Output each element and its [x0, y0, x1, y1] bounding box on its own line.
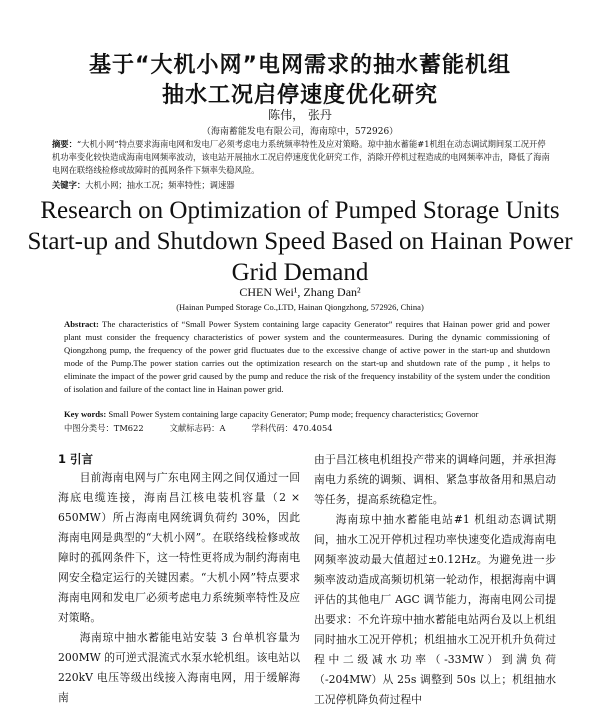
- body-paragraph: 海南琼中抽水蓄能电站#1 机组动态调试期间，抽水工况开停机过程功率快速变化造成海南电网频率波动最大值超过±0.12Hz。为避免进一步频率波动造成高频切机第一轮动作，根据海南中调评估的其他电厂 AGC 调节能力，海南电网公司提出要求：不允许琼中抽水蓄能电站两台及以上机组同时抽水工况开停机；机组抽水工况开机升负荷过程中二级减水功率（-33MW）到满负荷（-204MW）从 25s 调整到 50s 以上；机组抽水工况停机降负荷过程中: [314, 513, 556, 706]
- subject-code: 学科代码：470.4054: [251, 423, 333, 433]
- english-title-line-2: Start-up and Shutdown Speed Based on Hainan Power: [27, 228, 573, 255]
- body-paragraph: 目前海南电网与广东电网主网之间仅通过一回海底电缆连接，海南昌江核电装机容量（2 × 650MW）所占海南电网统调负荷约 30%，因此海南电网是典型的“大机小网”。在联络线检修或故障时的孤网条件下，这一特性更将成为制约海南电网安全稳定运行的关键因素。“大机小网”特点要求海南电网和发电厂必须考虑电力系统频率特性及应对策略。: [58, 471, 300, 624]
- body-left-column: [58, 450, 300, 708]
- chinese-affiliation: （海南蓄能发电有限公司，海南琼中，572926）: [201, 127, 399, 137]
- english-title-line-1: Research on Optimization of Pumped Storage Units: [40, 197, 560, 224]
- classification-line: [64, 422, 550, 435]
- english-abstract: [64, 318, 550, 396]
- body-paragraph: 海南琼中抽水蓄能电站安装 3 台单机容量为 200MW 的可逆式混流式水泵水轮机组。该电站以 220kV 电压等级出线接入海南电网，用于缓解海南: [58, 631, 300, 704]
- english-abstract-label: Abstract:: [64, 319, 99, 329]
- english-abstract-text: The characteristics of “Small Power System containing large capacity Generator” requires that Hainan power grid and power plant must consider the frequency characteristics of power system and the countermeasures. During the dynamic commissioning of Qiongzhong pump, the frequency of the power grid fluctuates due to the excessive change of active power in the start-up and shutdown mode of the Pump.The power station carries out the optimization research on the start-up and shutdown rate of the pump , it helps to eliminate the impact of the power grid caused by the pump and reduce the risk of the frequency instability of the system under the condition of isolation and failure of the contact line in Hainan power grid.: [64, 319, 550, 394]
- english-keywords-label: Key words:: [64, 409, 107, 419]
- chinese-keywords: [52, 179, 552, 192]
- clc-number: 中图分类号：TM622: [64, 423, 144, 433]
- english-authors: CHEN Wei¹, Zhang Dan²: [239, 285, 361, 299]
- body-paragraph: 由于昌江核电机组投产带来的调峰问题，并承担海南电力系统的调频、调相、紧急事故备用和黑启动等任务，提高系统稳定性。: [314, 453, 556, 506]
- chinese-title-line-2: 抽水工况启停速度优化研究: [161, 83, 438, 108]
- chinese-keywords-text: 大机小网；抽水工况；频率特性；调速器: [85, 180, 235, 190]
- chinese-abstract-text: “大机小网”特点要求海南电网和发电厂必须考虑电力系统频率特性及应对策略。琼中抽水蓄能#1机组在动态调试期间泵工况开停机功率变化较快造成海南电网频率波动，该电站开展抽水工况启停速度优化研究工作，消除开停机过程造成的电网频率冲击，降低了海南电网在联络线检修或故障时的孤网条件下频率失稳风险。: [52, 139, 550, 175]
- english-affiliation: (Hainan Pumped Storage Co.,LTD, Hainan Qiongzhong, 572926, China): [176, 302, 424, 312]
- chinese-abstract-label: 摘要：: [52, 139, 77, 149]
- english-keywords: [64, 408, 550, 421]
- english-keywords-text: Small Power System containing large capacity Generator; Pump mode; frequency characteristics; Governor: [108, 409, 479, 419]
- chinese-keywords-label: 关键字：: [52, 180, 86, 190]
- chinese-abstract: [52, 138, 552, 177]
- section-heading-introduction: 1 引言: [58, 452, 94, 466]
- english-title-line-3: Grid Demand: [231, 259, 369, 286]
- document-code: 文献标志码：A: [169, 423, 226, 433]
- chinese-authors: 陈伟， 张丹: [268, 108, 332, 122]
- body-right-column: [314, 450, 556, 710]
- chinese-title-line-1: 基于“大机小网”电网需求的抽水蓄能机组: [89, 53, 511, 78]
